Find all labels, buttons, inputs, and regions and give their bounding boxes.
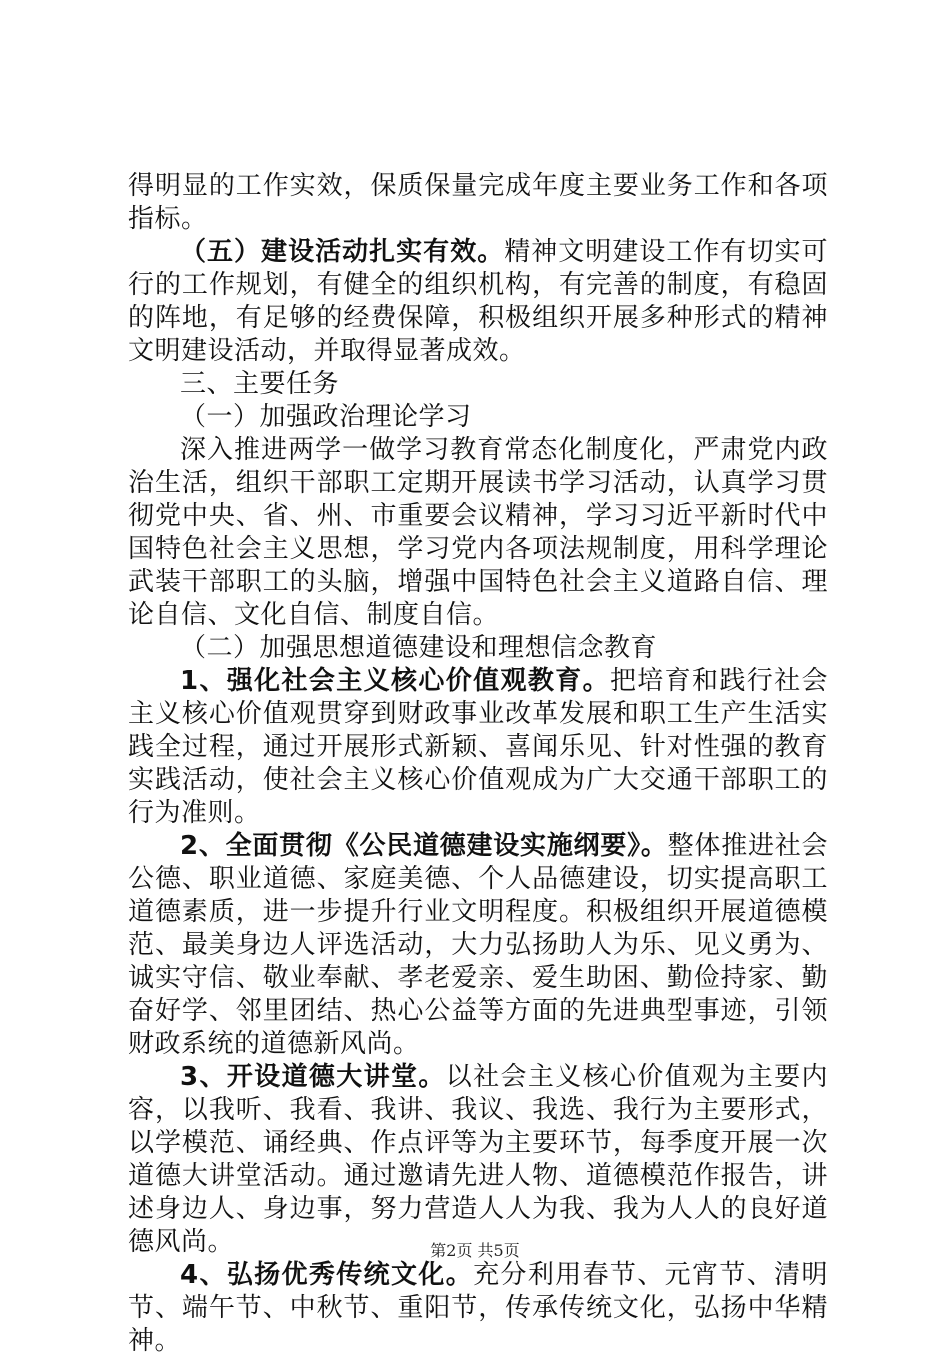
subsection-heading: （一）加强政治理论学习 — [180, 402, 472, 432]
paragraph-continuation: 得明显的工作实效，保质保量完成年度主要业务工作和各项指标。 — [128, 171, 828, 234]
paragraph-core-values — [128, 665, 828, 830]
paragraph-activities — [128, 236, 828, 368]
paragraph-lead: （五）建设活动扎实有效。 — [180, 237, 505, 267]
paragraph-body: 充分利用春节、元宵节、清明节、端午节、中秋节、重阳节，传承传统文化，弘扬中华精神。 — [128, 1260, 828, 1356]
paragraph-lead: 4、弘扬优秀传统文化。 — [180, 1260, 474, 1290]
paragraph-body: 把培育和践行社会主义核心价值观贯穿到财政事业改革发展和职工生产生活实践全过程，通过开展形式新颖、喜闻乐见、针对性强的教育实践活动，使社会主义核心价值观成为广大交通干部职工的行为准则。 — [128, 666, 828, 828]
paragraph-body: 整体推进社会公德、职业道德、家庭美德、个人品德建设，切实提高职工道德素质，进一步提升行业文明程度。积极组织开展道德模范、最美身边人评选活动，大力弘扬助人为乐、见义勇为、诚实守信、敬业奉献、孝老爱亲、爱生助困、勤俭持家、勤奋好学、邻里团结、热心公益等方面的先进典型事迹，引领财政系统的道德新风尚。 — [128, 831, 828, 1059]
document-body — [128, 170, 828, 1358]
paragraph-moral-outline — [128, 830, 828, 1061]
section-heading: 三、主要任务 — [180, 369, 340, 399]
paragraph-body: 以社会主义核心价值观为主要内容，以我听、我看、我讲、我议、我选、我行为主要形式，以学模范、诵经典、作点评等为主要环节，每季度开展一次道德大讲堂活动。通过邀请先进人物、道德模范作报告，讲述身边人、身边事，努力营造人人为我、我为人人的良好道德风尚。 — [128, 1062, 828, 1257]
paragraph-lead: 2、全面贯彻《公民道德建设实施纲要》。 — [180, 831, 668, 861]
paragraph-body: 精神文明建设工作有切实可行的工作规划，有健全的组织机构，有完善的制度，有稳固的阵地，有足够的经费保障，积极组织开展多种形式的精神文明建设活动，并取得显著成效。 — [128, 237, 828, 366]
paragraph-political-study: 深入推进两学一做学习教育常态化制度化，严肃党内政治生活，组织干部职工定期开展读书学习活动，认真学习贯彻党中央、省、州、市重要会议精神，学习习近平新时代中国特色社会主义思想，学习党内各项法规制度，用科学理论武装干部职工的头脑，增强中国特色社会主义道路自信、理论自信、文化自信、制度自信。 — [128, 435, 828, 630]
paragraph-traditional-culture — [128, 1259, 828, 1358]
paragraph-lead: 3、开设道德大讲堂。 — [180, 1062, 446, 1092]
page-number-footer: 第2页 共5页 — [430, 1241, 520, 1260]
paragraph-moral-lecture — [128, 1061, 828, 1259]
subsection-heading: （二）加强思想道德建设和理想信念教育 — [180, 633, 658, 663]
paragraph-lead: 1、强化社会主义核心价值观教育。 — [180, 666, 610, 696]
